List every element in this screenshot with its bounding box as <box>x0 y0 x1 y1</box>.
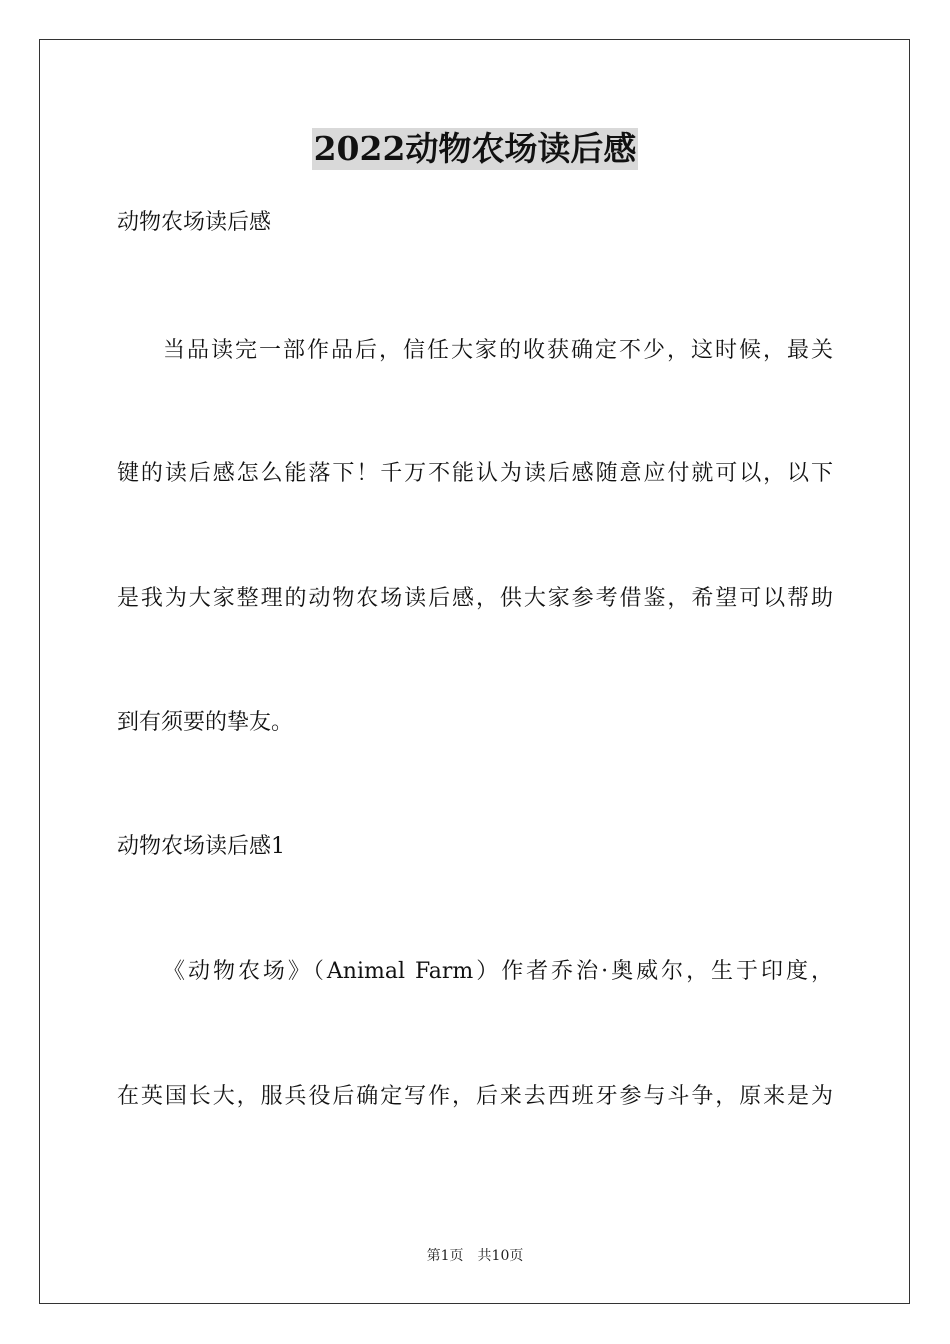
section-line-2: 在英国长大，服兵役后确定写作，后来去西班牙参与斗争，原来是为 <box>117 1084 833 1109</box>
page-footer <box>0 1247 950 1265</box>
document-title: 2022动物农场读后感 <box>313 129 637 168</box>
page-number: 第1页 <box>426 1248 464 1264</box>
intro-line-1: 当品读完一部作品后，信任大家的收获确定不少，这时候，最关 <box>163 338 833 363</box>
section-line-1: 《动物农场》（Animal Farm）作者乔治·奥威尔，生于印度， <box>163 959 833 984</box>
intro-line-2: 键的读后感怎么能落下！千万不能认为读后感随意应付就可以，以下 <box>117 461 833 486</box>
title-container <box>0 128 950 170</box>
intro-line-4: 到有须要的挚友。 <box>117 710 294 735</box>
section-heading: 动物农场读后感1 <box>117 834 285 859</box>
document-subtitle: 动物农场读后感 <box>117 210 272 235</box>
intro-line-3: 是我为大家整理的动物农场读后感，供大家参考借鉴，希望可以帮助 <box>117 586 833 611</box>
page-total: 共10页 <box>477 1248 524 1264</box>
